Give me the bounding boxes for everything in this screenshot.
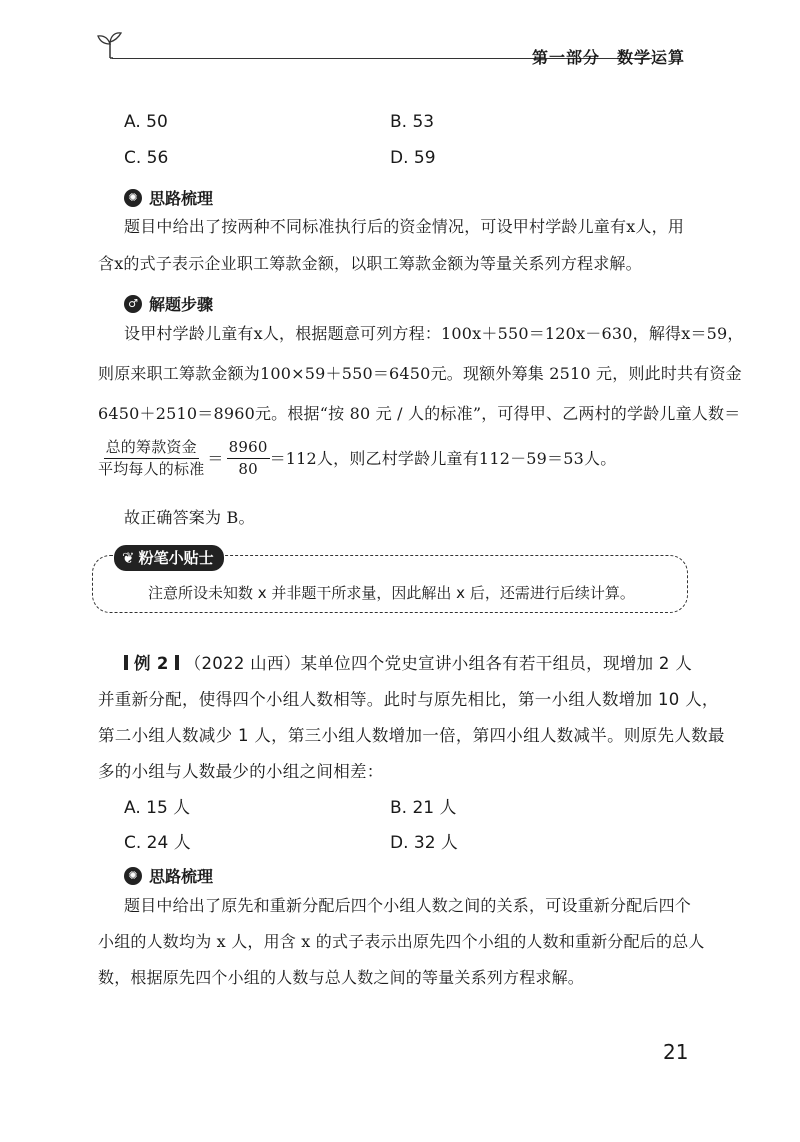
- approach2-heading: [124, 864, 213, 887]
- option-b: B. 53: [390, 112, 435, 132]
- fraction-numbers-numerator: 8960: [227, 440, 270, 459]
- tip-label-text: 粉笔小贴士: [138, 549, 214, 567]
- fraction-numbers-denominator: 80: [238, 459, 258, 478]
- steps-icon: ♂: [124, 295, 142, 313]
- ex2-option-c: C. 24 人: [124, 833, 191, 853]
- fraction-tail: ＝112人，则乙村学龄儿童有112－59＝53人。: [269, 448, 617, 468]
- example2-tag: 例 2: [134, 654, 169, 673]
- solution-heading-label: 解题步骤: [149, 295, 214, 314]
- solution-line-2: 则原来职工筹款金额为100×59＋550＝6450元。现额外筹集 2510 元，则此时共有资金: [98, 364, 742, 383]
- approach-heading: [124, 186, 213, 209]
- option-a: A. 50: [124, 112, 168, 132]
- option-c: C. 56: [124, 148, 169, 168]
- example2-line-1: [124, 650, 692, 674]
- answer-line: 故正确答案为 B。: [124, 508, 255, 527]
- fraction-line: $\frac{\text{总的筹款资金}}{\text{平均每人的标准}}$ ＝ $\frac{8960}{80}$ ＝112人，则乙村学龄儿童有112－59＝53人。: [98, 438, 617, 478]
- fraction-words: [98, 440, 204, 478]
- approach2-line-2: 小组的人数均为 x 人，用含 x 的式子表示出原先四个小组的人数和重新分配后的总人: [98, 932, 705, 951]
- leaf-icon: ❦: [122, 548, 135, 567]
- tip-label: [114, 545, 224, 571]
- gear-icon: ✺: [124, 867, 142, 885]
- solution-line-3: 6450＋2510＝8960元。根据“按 80 元 / 人的标准”，可得甲、乙两村的学龄儿童人数＝: [98, 404, 741, 423]
- example2-line-4: 多的小组与人数最少的小组之间相差：: [98, 762, 384, 781]
- approach2-heading-label: 思路梳理: [149, 867, 214, 886]
- ex2-option-d: D. 32 人: [390, 833, 458, 853]
- approach2-line-3: 数，根据原先四个小组的人数与总人数之间的等量关系列方程求解。: [98, 968, 585, 987]
- ex2-option-a: A. 15 人: [124, 798, 191, 818]
- gear-icon: ✺: [124, 189, 142, 207]
- approach-line-2: 含x的式子表示企业职工筹款金额，以职工筹款金额为等量关系列方程求解。: [98, 254, 642, 273]
- header-title: 第一部分 数学运算: [532, 48, 686, 67]
- fraction-words-numerator: 总的筹款资金: [104, 440, 199, 459]
- approach-line-1: 题目中给出了按两种不同标准执行后的资金情况，可设甲村学龄儿童有x人，用: [124, 217, 685, 236]
- example2-line-3: 第二小组人数减少 1 人，第三小组人数增加一倍，第四小组人数减半。则原先人数最: [98, 726, 725, 745]
- page-number: 21: [663, 1040, 689, 1064]
- fraction-words-denominator: 平均每人的标准: [98, 459, 205, 478]
- option-d: D. 59: [390, 148, 436, 168]
- example2-stem-1: （2022 山西）某单位四个党史宣讲小组各有若干组员，现增加 2 人: [184, 654, 693, 673]
- tip-text: 注意所设未知数 x 并非题干所求量，因此解出 x 后，还需进行后续计算。: [148, 584, 635, 602]
- approach2-line-1: 题目中给出了原先和重新分配后四个小组人数之间的关系，可设重新分配后四个: [124, 896, 692, 915]
- solution-line-1: 设甲村学龄儿童有x人，根据题意可列方程：100x＋550＝120x－630，解得x＝59，: [124, 324, 744, 343]
- example-tag-bar-left: [124, 655, 128, 670]
- example2-line-2: 并重新分配，使得四个小组人数相等。此时与原先相比，第一小组人数增加 10 人，: [98, 690, 719, 709]
- approach-heading-label: 思路梳理: [149, 189, 214, 208]
- solution-heading: [124, 292, 213, 315]
- ex2-option-b: B. 21 人: [390, 798, 457, 818]
- fraction-numbers: [227, 440, 270, 478]
- sprout-icon: [95, 28, 125, 60]
- example-tag-bar-right: [175, 655, 179, 670]
